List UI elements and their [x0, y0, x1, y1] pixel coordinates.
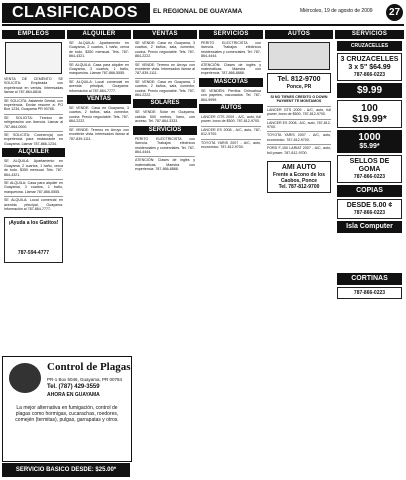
classified-ad: ATENCIÓN: Clases de inglés y matemáticas. Maestra con experiencia. 787-866-8888. — [135, 158, 195, 172]
column-servicios-2 — [335, 30, 404, 478]
classified-ad: SE ALQUILA: Apartamento en Guayama, 2 cuartos, 1 baño, cerca de todo. $350 mensual. Tels. 787-864-4321. — [69, 41, 129, 59]
cruzacelles-phone: 787-866-0223 — [353, 72, 386, 78]
price-box-2 — [337, 100, 402, 128]
publication-name: EL REGIONAL DE GUAYAMA — [153, 8, 243, 15]
classified-ad: SE VENDE: Terreno en Arroyo con excelente vista. Interesados llamar al 787-839-1111. — [69, 127, 129, 141]
pest-control-title: Control de Plagas — [47, 361, 131, 373]
classified-ad: LANCER ES 2008 - A/C, auto, 787-812-9700. — [267, 120, 331, 130]
classified-ad: LANCER GTS 2009 - A/C, auto, full power, bono de $500. 787-812-9700. — [267, 107, 331, 117]
classified-ad: SE VENDE: Solar en Guayama, cabida 500 metros, llano, con acceso. Tel. 787-864-3333. — [135, 110, 195, 124]
classified-ad: LANCER GTS 2009 - A/C, auto, full power, bono de $500. 787-812-9700. — [201, 115, 261, 124]
column-alquiler — [67, 30, 131, 352]
column-autos — [265, 30, 333, 478]
pest-control-phone: Tel. (787) 429-3559 — [47, 384, 100, 390]
column-header-servicios: SERVICIOS — [199, 30, 263, 39]
classified-ad: SE ALQUILA: Local comercial en avenida principal, Guayama. Información al 787-864-7777. — [69, 79, 129, 93]
classified-ad: VENTA DE CEMENTO SE SOLICITA: Empleada con experiencia en ventas. Interesadas llamar al 787-864-6818. — [4, 77, 63, 95]
price-3: $5.99* — [359, 143, 380, 150]
classified-ad: SE ALQUILA: Casa para alquiler en Guayama, 3 cuartos, 1 baño, marquesina. Llamar 787-866-5555. — [4, 180, 63, 194]
isla-computer-title: Isla Computer — [346, 223, 393, 230]
column-header-autos: AUTOS — [265, 30, 333, 39]
dealer-city: Ponce, PR — [286, 84, 312, 90]
classified-ad: TOYOTA YARIS 2007 - A/C, auto, económico. 787-812-9700. — [201, 140, 261, 150]
column-header-servicios-2: SERVICIOS — [335, 30, 404, 39]
pest-control-description: La mejor alternativa en fumigación, control de plagas como hormigas, cucarachas, roedores, comején (termitas), pulgas, garrapatas y otros. — [15, 405, 119, 423]
copias-box — [337, 185, 402, 197]
cruzacelles-line-1: 3 CRUZACELLES — [340, 56, 399, 63]
pest-control-city: AHORA EN GUAYAMA — [47, 392, 100, 398]
page-number: 27 — [386, 4, 403, 21]
classified-ad: SE VENDE: Casa en Guayama, 3 cuartos, 2 baños, sala, comedor, cocina. Precio negociable. Tels. 787-864-2222. — [69, 106, 129, 124]
section-header-servicios: SERVICIOS — [133, 126, 197, 135]
classified-ad: PERITO ELECTRICISTA con licencia. Trabajos eléctricos residenciales y comerciales. Tel. 787-864-4444. — [201, 41, 261, 59]
classified-ad: SE VENDE: Terreno en Arroyo con excelente vista. Interesados llamar al 787-839-1111. — [135, 62, 195, 76]
pest-control-ad — [2, 356, 132, 462]
date-line: Miércoles, 19 de agosto de 2009 — [300, 8, 373, 14]
sellos-title: SELLOS DE GOMA — [349, 158, 390, 173]
price-2: $19.99* — [352, 114, 387, 125]
copias-title: COPIAS — [356, 187, 383, 194]
price-1: $9.99 — [356, 85, 383, 96]
dealer-phone: Tel. 812-9700 — [277, 76, 321, 83]
classified-ad: SE VENDE: Casa en Guayama, 3 cuartos, 2 baños, sala, comedor, cocina. Precio negociable. Tels. 787-864-2222. — [135, 79, 195, 98]
qty-2: 1000 — [358, 132, 381, 143]
price-box-1 — [337, 83, 402, 98]
header-rule — [2, 24, 404, 26]
column-ventas — [133, 30, 197, 478]
cortinas-phone: 787-866-0223 — [353, 290, 386, 296]
classified-ad: TOYOTA YARIS 2007 - A/C, auto, económico. 787-812-9700. — [267, 133, 331, 142]
classified-ad: SE ALQUILA: Apartamento en Guayama, 2 cuartos, 1 baño, cerca de todo. $350 mensual. Tels. 787-864-4321. — [4, 159, 63, 177]
dealer-footer-phone: Tel. 787-812-9700 — [278, 184, 320, 191]
pets-ad-title: ¡Ayuda a los Gatitos! — [8, 220, 59, 227]
classified-ad: SE ALQUILA: Casa para alquiler en Guayama, 3 cuartos, 1 baño, marquesina. Llamar 787-866-5555. — [69, 62, 129, 76]
company-logo — [5, 42, 62, 74]
pest-control-price-bar: SERVICIO BASICO DESDE: $25.00* — [2, 463, 130, 477]
classified-ad: SE ALQUILA: Local comercial en avenida principal, Guayama. Información al 787-864-7777. — [4, 198, 63, 211]
cortinas-phone-box — [337, 287, 402, 299]
pets-ad — [4, 217, 63, 263]
section-header-solares: SOLARES — [133, 99, 197, 108]
classified-ad: SE SOLICITA: Técnico de refrigeración con licencia. Llamar al 787-864-0000. — [4, 115, 63, 129]
column-header-ventas: VENTAS — [133, 30, 197, 39]
dealer-logo — [268, 42, 330, 70]
cruzacelles-title: CRUZACELLES — [350, 43, 389, 49]
classified-ad: FORD F-150 LARIAT 2007 - A/C, auto, full power. 787-812-9700. — [267, 146, 331, 155]
column-header-alquiler: ALQUILER — [67, 30, 131, 39]
section-header-alquiler: ALQUILER — [2, 148, 65, 157]
pest-control-address: PR-1 Box 5046, Guayama, PR 00784 — [47, 377, 123, 382]
sellos-phone: 787-866-0223 — [353, 174, 386, 180]
copias-price-box — [337, 199, 402, 219]
column-servicios — [199, 30, 263, 478]
price-box-3 — [337, 130, 402, 153]
copias-phone: 787-866-0223 — [353, 210, 386, 216]
cruzacelles-line-2: 3 x 5" $64.99 — [348, 64, 391, 71]
section-header-autos: AUTOS — [199, 104, 263, 113]
sellos-box — [337, 155, 402, 183]
classified-ad: SE VENDE: Casa en Guayama, 3 cuartos, 2 baños, sala, comedor, cocina. Precio negociable. Tels. 787-864-2222. — [135, 41, 195, 59]
qty-1: 100 — [361, 103, 378, 114]
cortinas-box — [337, 273, 402, 285]
classified-ad: SE VENDEN: Perritos Chihuahua con papeles, vacunados. Tel. 787-864-9999. — [201, 88, 261, 102]
classified-ad: ATENCIÓN: Clases de inglés y matemáticas. Maestra con experiencia. 787-866-8888. — [201, 62, 261, 76]
dealer-note: SI NO TIENES CREDITO O DOWN PAYMENT TE MONTAMOS — [270, 95, 328, 104]
section-title: CLASIFICADOS — [2, 3, 150, 23]
section-header-ventas: VENTAS — [67, 95, 131, 104]
page-header — [0, 0, 406, 26]
classified-ad: SE SOLICITA: Asistente Dental, con experiencia. Enviar resume a: PO Box 1234, Guayama PR 00785. — [4, 98, 63, 112]
classified-ad: LANCER ES 2008 - A/C, auto, 787-812-9700. — [201, 127, 261, 137]
section-header-mascotas: MASCOTAS — [199, 78, 263, 87]
dealer-footer-address: Frente a Econo de los Caobos, Ponce — [273, 172, 325, 185]
classified-ad: PERITO ELECTRICISTA con licencia. Trabajos eléctricos residenciales y comerciales. Tel. 787-864-4444. — [135, 136, 195, 154]
cruzacelles-offer — [337, 53, 402, 81]
cortinas-title: CORTINAS — [351, 275, 388, 282]
isla-computer-box — [337, 221, 402, 233]
cruzacelles-box — [337, 41, 402, 51]
copias-price: DESDE 5.00 ¢ — [346, 202, 393, 209]
column-header-empleos: EMPLEOS — [2, 30, 65, 39]
dealer-footer — [267, 161, 331, 193]
classified-ad: SE SOLICITA: Cocinero(a) con experiencia para restaurante en Guayama. Llamar 787-866-1234. — [4, 133, 63, 146]
dealer-contact — [267, 73, 331, 93]
pets-ad-phone: 787-594-4777 — [17, 250, 50, 257]
bug-icon — [9, 363, 41, 393]
dealer-footer-name: AMI AUTO — [281, 164, 317, 172]
